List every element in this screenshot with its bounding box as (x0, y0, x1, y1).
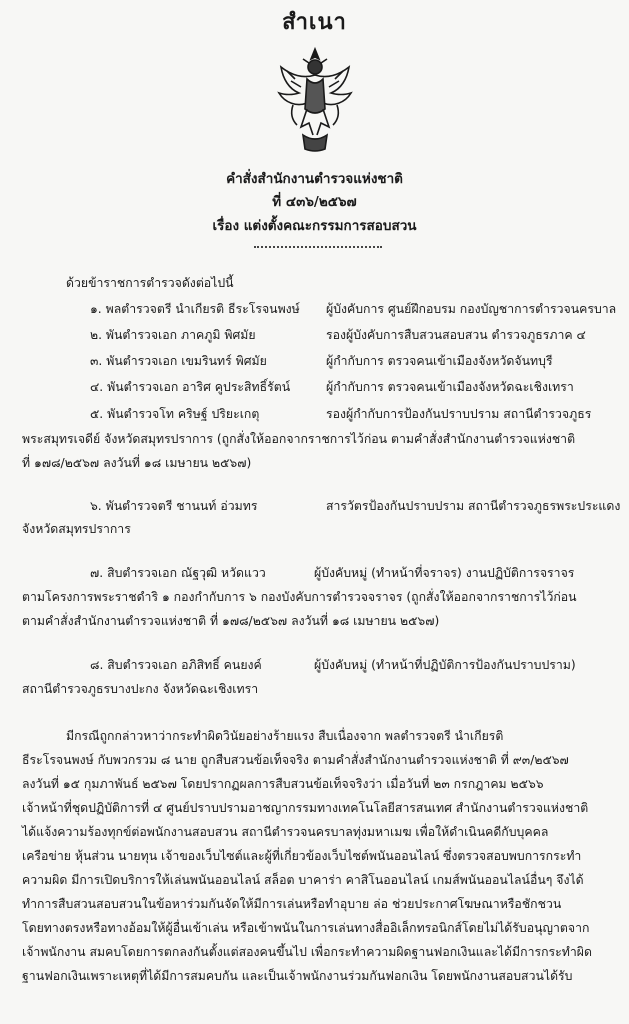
body-line: ความผิด มีการเปิดบริการให้เล่นพนันออนไลน์ สล็อต บาคาร่า คาสิโนออนไลน์ เกมส์พนันออนไลน์อื่นๆ จึงได้ (22, 873, 584, 887)
member-continuation: พระสมุทรเจดีย์ จังหวัดสมุทรปราการ (ถูกสั่งให้ออกจากราชการไว้ก่อน ตามคำสั่งสำนักงานตำรวจแห่งชาติ (22, 432, 576, 446)
member-name: ๖. พันตำรวจตรี ชานนท์ อ่วมทร (90, 499, 258, 513)
member-position: ผู้บังคับหมู่ (ทำหน้าที่ปฏิบัติการป้องกันปราบปราม) (314, 658, 576, 672)
body-line: มีกรณีถูกกล่าวหาว่ากระทำผิดวินัยอย่างร้ายแรง สืบเนื่องจาก พลตำรวจตรี นำเกียรติ (66, 729, 504, 743)
member-position: ผู้บังคับการ ศูนย์ฝึกอบรม กองบัญชาการตำรวจนครบาล (326, 302, 617, 316)
order-number: ที่ ๔๓๖/๒๕๖๗ (272, 194, 357, 210)
body-line: ธีระโรจนพงษ์ กับพวกรวม ๘ นาย ถูกสืบสวนข้อเท็จจริง ตามคำสั่งสำนักงานตำรวจแห่งชาติ ที่ ๙๓/๒๕๖๗ (22, 753, 569, 767)
body-line: โดยทางตรงหรือทางอ้อมให้ผู้อื่นเข้าเล่น หรือเข้าพนันในการเล่นทางสื่ออิเล็กทรอนิกส์โดยไม่ได้รับอนุญาตจาก (22, 921, 590, 935)
member-name: ๗. สิบตำรวจเอก ณัฐวุฒิ หวัดแวว (90, 566, 266, 580)
member-position: สารวัตรป้องกันปราบปราม สถานีตำรวจภูธรพระประแดง (326, 499, 621, 513)
member-name: ๑. พลตำรวจตรี นำเกียรติ ธีระโรจนพงษ์ (90, 302, 300, 316)
member-position: รองผู้บังคับการสืบสวนสอบสวน ตำรวจภูธรภาค ๔ (326, 328, 586, 342)
member-continuation: จังหวัดสมุทรปราการ (22, 522, 131, 536)
body-line: เจ้าหน้าที่ชุดปฏิบัติการที่ ๔ ศูนย์ปราบปรามอาชญากรรมทางเทคโนโลยีสารสนเทศ สำนักงานตำรวจแห่งชาติ (22, 801, 589, 815)
member-continuation: ที่ ๑๗๘/๒๕๖๗ ลงวันที่ ๑๘ เมษายน ๒๕๖๗) (22, 456, 252, 470)
member-continuation: ตามโครงการพระราชดำริ ๑ กองกำกับการ ๖ กองบังคับการตำรวจจราจร (ถูกสั่งให้ออกจากราชการไว้ก่อน (22, 590, 577, 604)
member-name: ๕. พันตำรวจโท คริษฐ์ ปริยะเกตุ (90, 407, 260, 421)
order-title: คำสั่งสำนักงานตำรวจแห่งชาติ (226, 171, 403, 187)
member-name: ๔. พันตำรวจเอก อาริศ คูประสิทธิ์รัตน์ (90, 380, 291, 394)
body-line: ได้แจ้งความร้องทุกข์ต่อพนักงานสอบสวน สถานีตำรวจนครบาลทุ่งมหาเมฆ เพื่อให้ดำเนินคดีกับบุคคล (22, 825, 549, 839)
body-line: เจ้าพนักงาน สมคบโดยการตกลงกันตั้งแต่สองคนขึ้นไป เพื่อกระทำความผิดฐานฟอกเงินและได้มีการกระทำผิด (22, 945, 592, 959)
member-position: ผู้บังคับหมู่ (ทำหน้าที่จราจร) งานปฏิบัติการจราจร (314, 566, 575, 580)
body-line: เครือข่าย หุ้นส่วน นายทุน เจ้าของเว็บไซต์และผู้ที่เกี่ยวข้องเว็บไซต์พนันออนไลน์ ซึ่งตรวจสอบพบการกระทำ (22, 849, 582, 863)
body-line: ลงวันที่ ๑๕ กุมภาพันธ์ ๒๕๖๗ โดยปรากฏผลการสืบสวนข้อเท็จจริงว่า เมื่อวันที่ ๒๓ กรกฎาคม ๒๕๖๖ (22, 777, 544, 791)
member-continuation: ตามคำสั่งสำนักงานตำรวจแห่งชาติ ที่ ๑๗๘/๒๕๖๗ ลงวันที่ ๑๘ เมษายน ๒๕๖๗) (22, 614, 440, 628)
order-subject: เรื่อง แต่งตั้งคณะกรรมการสอบสวน (212, 218, 417, 234)
member-name: ๘. สิบตำรวจเอก อภิสิทธิ์ คนยงค์ (90, 658, 262, 672)
member-name: ๓. พันตำรวจเอก เขมรินทร์ พิศมัย (90, 354, 267, 368)
body-line: ทำการสืบสวนสอบสวนในข้อหาร่วมกันจัดให้มีการเล่นหรือทำอุบาย ล่อ ช่วยประกาศโฆษณาหรือชักชวน (22, 897, 562, 911)
member-name: ๒. พันตำรวจเอก ภาคภูมิ พิศมัย (90, 328, 256, 342)
divider (254, 246, 382, 248)
member-continuation: สถานีตำรวจภูธรบางปะกง จังหวัดฉะเชิงเทรา (22, 682, 259, 696)
member-position: รองผู้กำกับการป้องกันปราบปราม สถานีตำรวจภูธร (326, 407, 592, 421)
intro-text: ด้วยข้าราชการตำรวจดังต่อไปนี้ (66, 276, 234, 290)
member-position: ผู้กำกับการ ตรวจคนเข้าเมืองจังหวัดจันทบุรี (326, 354, 553, 368)
body-line: ฐานฟอกเงินเพราะเหตุที่ได้มีการสมคบกัน และเป็นเจ้าพนักงานร่วมกันฟอกเงิน โดยพนักงานสอบสวนได้รับ (22, 969, 573, 983)
copy-mark: สำเนา (282, 10, 347, 35)
member-position: ผู้กำกับการ ตรวจคนเข้าเมืองจังหวัดฉะเชิงเทรา (326, 380, 574, 394)
garuda-emblem-icon (273, 45, 357, 155)
